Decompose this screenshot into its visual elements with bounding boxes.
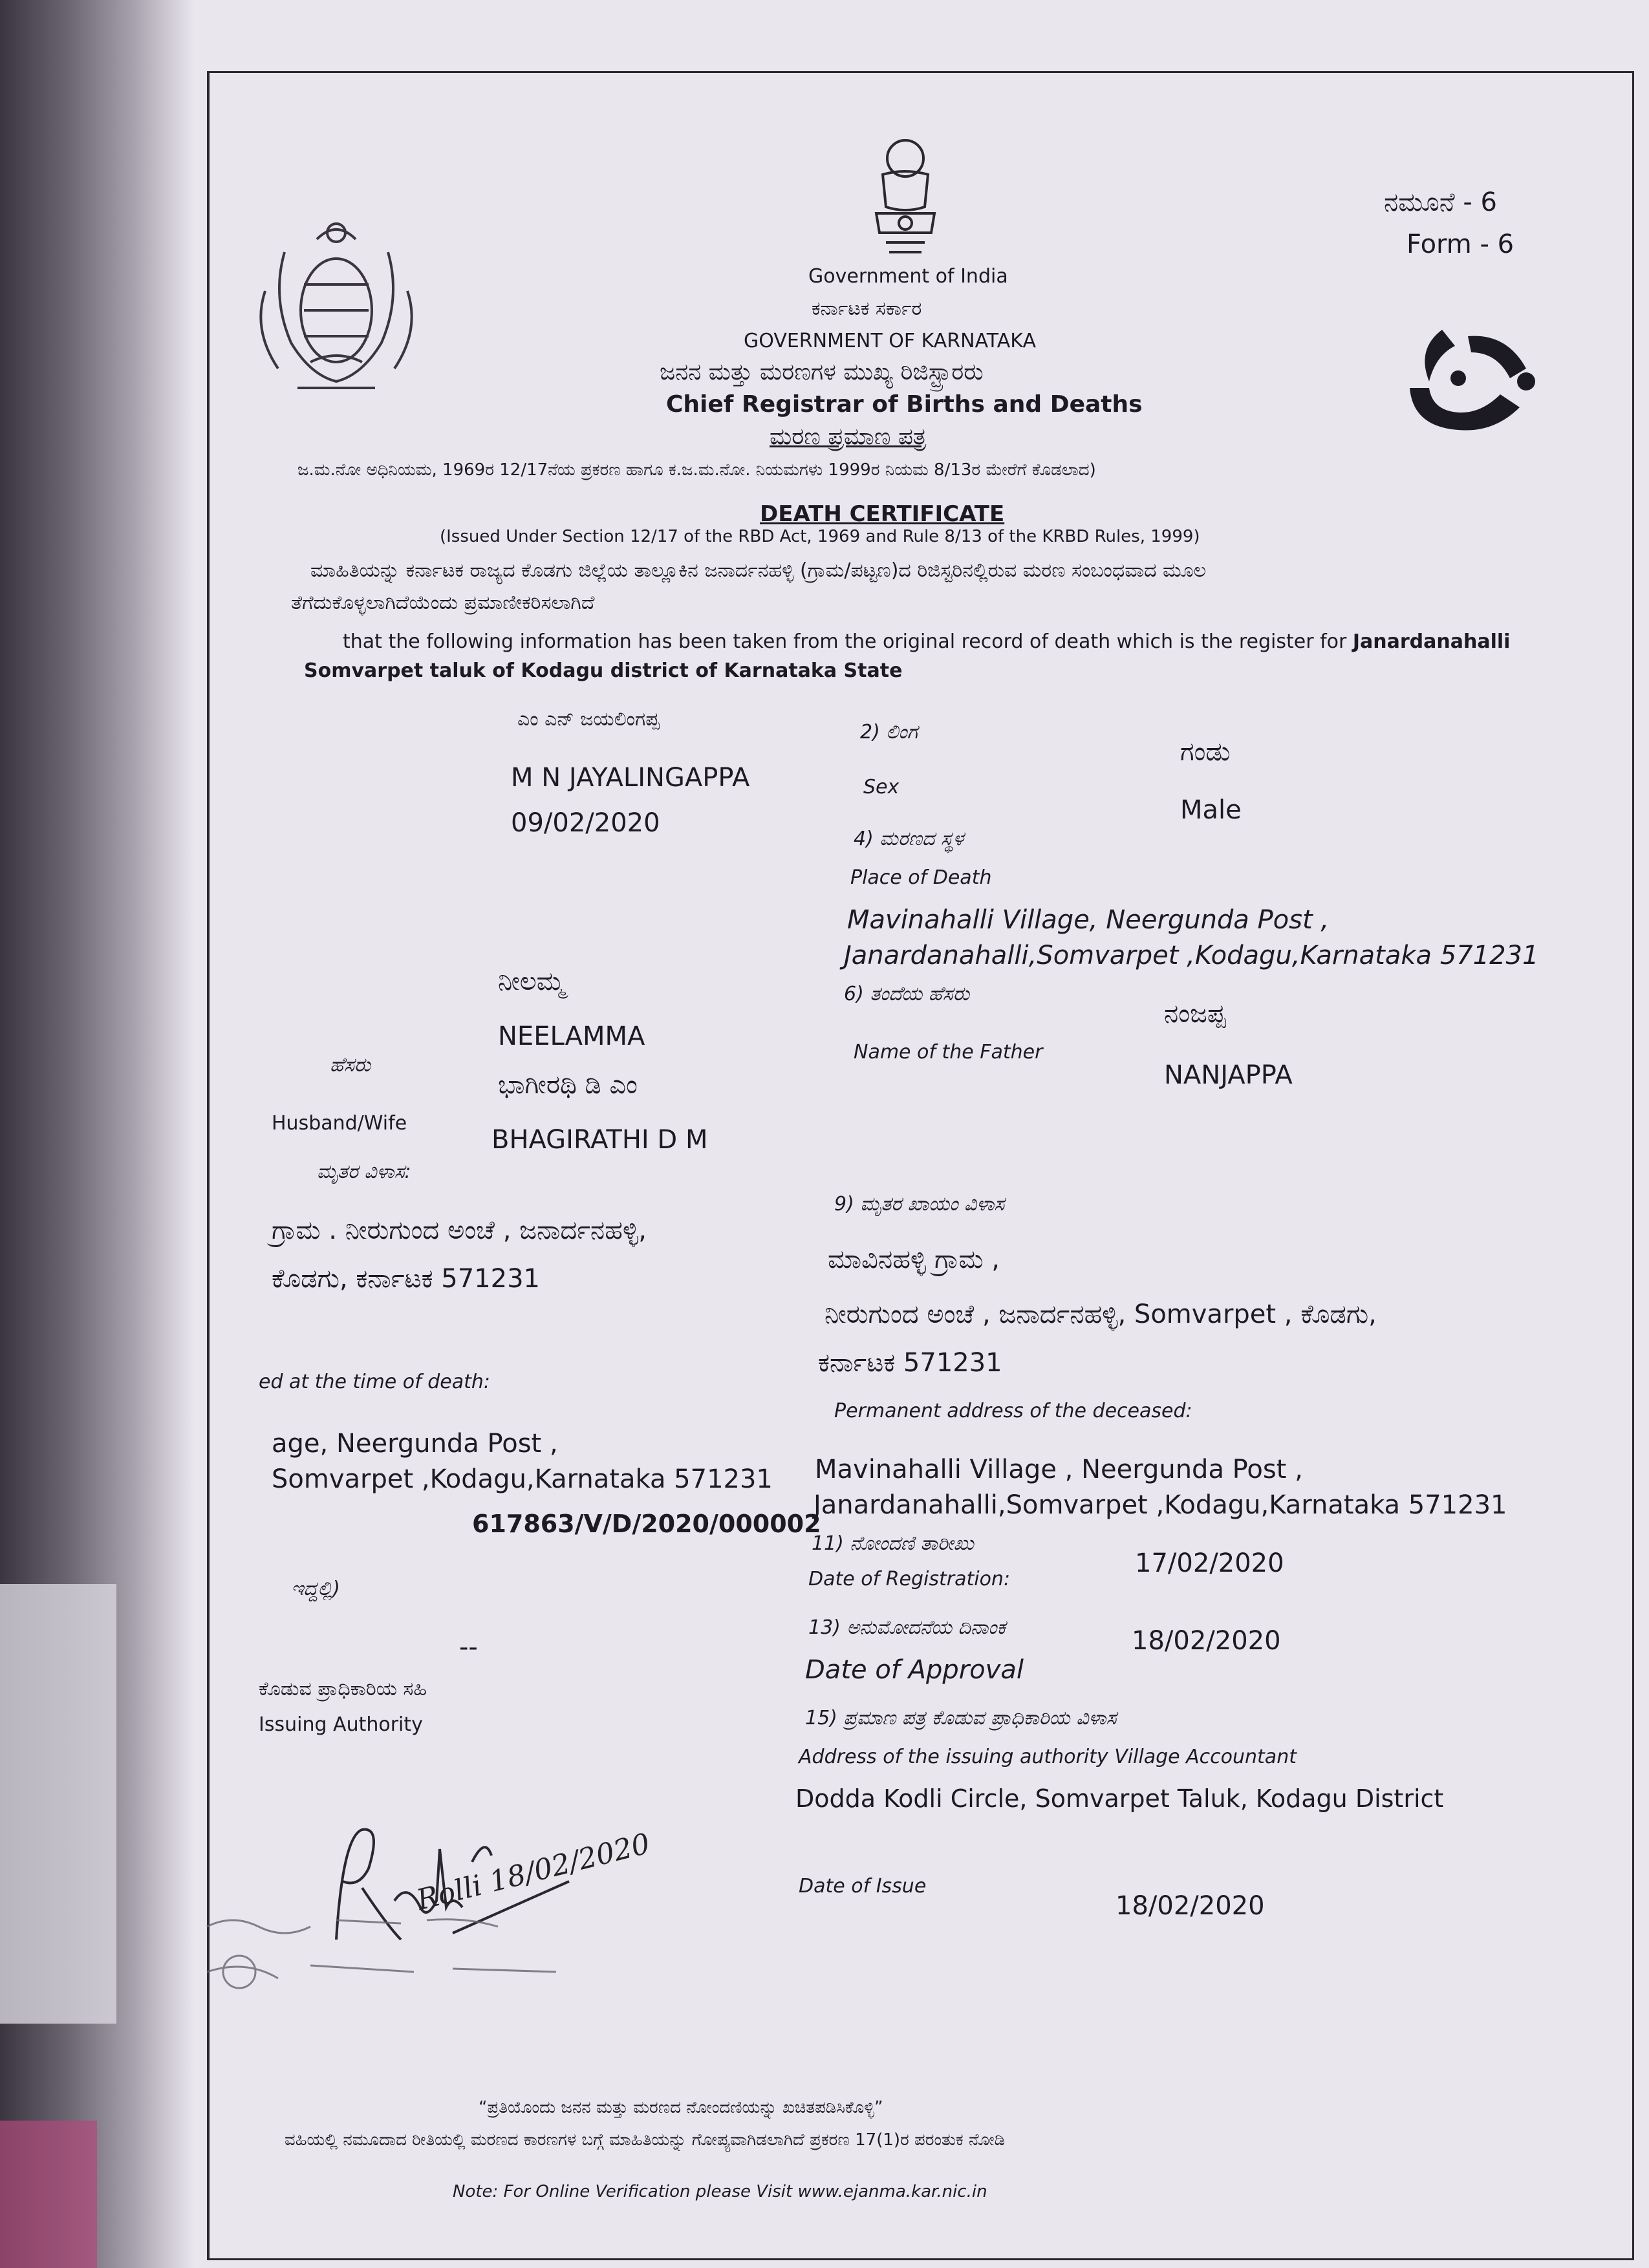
father-name-kn: ನಂಜಪ್ಪ — [1164, 999, 1226, 1029]
underlying-paper — [0, 1584, 116, 2024]
place-line2: Janardanahalli,Somvarpet ,Kodagu,Karnataka 571231 — [844, 941, 1539, 970]
office-seal-stamp — [194, 1901, 647, 1998]
sex-label-kn: 2) ಲಿಂಗ — [860, 721, 918, 744]
address-time-en-line1: age, Neergunda Post , — [272, 1429, 558, 1459]
permanent-kn-line3: ಕರ್ನಾಟಕ 571231 — [818, 1348, 1002, 1378]
pink-strip — [0, 2121, 97, 2268]
registration-date-label-kn: 11) ನೋಂದಣಿ ತಾರೀಖು — [812, 1532, 974, 1555]
permanent-en-line2: Janardanahalli,Somvarpet ,Kodagu,Karnataka 571231 — [814, 1490, 1507, 1520]
signature-label-kn: ಕೊಡುವ ಪ್ರಾಧಿಕಾರಿಯ ಸಹಿ — [259, 1678, 427, 1700]
ashoka-emblem-icon — [860, 129, 951, 259]
registration-date-label-en: Date of Registration: — [808, 1568, 1011, 1590]
address-time-kn-line2: ಕೊಡಗು, ಕರ್ನಾಟಕ 571231 — [272, 1264, 540, 1294]
remarks-value: -- — [459, 1632, 478, 1662]
address-time-label-en: ed at the time of death: — [259, 1371, 491, 1393]
remarks-label-kn: ಇದ್ದಲ್ಲಿ) — [291, 1578, 340, 1600]
signature-date-scrawl: Rolli 18/02/2020 — [413, 1827, 654, 1917]
footer-verification-note: Note: For Online Verification please Visit www.ejanma.kar.nic.in — [453, 2182, 987, 2201]
permanent-en-line1: Mavinahalli Village , Neergunda Post , — [815, 1455, 1303, 1484]
issuer-address: Dodda Kodli Circle, Somvarpet Taluk, Kodagu District — [795, 1784, 1444, 1813]
father-label-kn: 6) ತಂದೆಯ ಹೆಸರು — [844, 983, 970, 1005]
date-of-death: 09/02/2020 — [511, 808, 660, 838]
address-time-kn-line1: ಗ್ರಾಮ . ನೀರುಗುಂದ ಅಂಚೆ , ಜನಾರ್ದನಹಳ್ಳಿ, — [272, 1215, 647, 1245]
issue-date-label: Date of Issue — [799, 1875, 927, 1898]
registration-date: 17/02/2020 — [1135, 1548, 1284, 1578]
approval-date-label-kn: 13) ಅನುಮೋದನೆಯ ದಿನಾಂಕ — [808, 1616, 1006, 1639]
place-line1: Mavinahalli Village, Neergunda Post , — [847, 905, 1330, 935]
sex-label-en: Sex — [863, 776, 900, 798]
karnataka-emblem-icon — [246, 213, 427, 401]
mother-name-en: NEELAMMA — [498, 1022, 645, 1051]
father-label-en: Name of the Father — [854, 1041, 1043, 1064]
sex-en: Male — [1180, 795, 1242, 825]
footer-quote-kn: “ಪ್ರತಿಯೊಂದು ಜನನ ಮತ್ತು ಮರಣದ ನೋಂದಣಿಯನ್ನು ಖಚಿತಪಡಿಸಿಕೊಳ್ಳಿ” — [479, 2098, 883, 2117]
footer-note-kn: ವಹಿಯಲ್ಲಿ ನಮೂದಾದ ರೀತಿಯಲ್ಲಿ ಮರಣದ ಕಾರಣಗಳ ಬಗ್ಗೆ ಮಾಹಿತಿಯನ್ನು ಗೋಪ್ಯವಾಗಿಡಲಾಗಿದೆ ಪ್ರಕರಣ 17(1)ರ ಪರಂತುಕ ನೋಡಿ — [285, 2130, 1005, 2150]
intro-kn-line1: ಮಾಹಿತಿಯನ್ನು ಕರ್ನಾಟಕ ರಾಜ್ಯದ ಕೊಡಗು ಜಿಲ್ಲೆಯ ತಾಲ್ಲೂಕಿನ ಜನಾರ್ದನಹಳ್ಳಿ (ಗ್ರಾಮ/ಪಟ್ಟಣ)ದ ರಿಜಿಸ್ಟರಿನಲ್ಲಿರುವ ಮರಣ ಸಂಬಂಧವಾದ ಮೂಲ — [310, 559, 1207, 582]
place-label-kn: 4) ಮರಣದ ಸ್ಥಳ — [854, 828, 964, 850]
gov-india: Government of India — [808, 265, 1008, 288]
certificate-title-en: DEATH CERTIFICATE — [760, 501, 1005, 527]
permanent-label-en: Permanent address of the deceased: — [834, 1400, 1192, 1422]
approval-date: 18/02/2020 — [1132, 1626, 1281, 1656]
gov-karnataka-kn: ಕರ್ನಾಟಕ ಸರ್ಕಾರ — [812, 297, 922, 320]
issue-date: 18/02/2020 — [1116, 1891, 1265, 1921]
permanent-kn-line1: ಮಾವಿನಹಳ್ಳಿ ಗ್ರಾಮ , — [828, 1245, 1000, 1274]
deceased-name-en: M N JAYALINGAPPA — [511, 763, 750, 793]
place-label-en: Place of Death — [850, 866, 992, 889]
form-number-en: Form - 6 — [1406, 230, 1514, 259]
registrar-en: Chief Registrar of Births and Deaths — [666, 391, 1143, 418]
issued-under-kn: ಜ.ಮ.ನೋ ಅಧಿನಿಯಮ, 1969ರ 12/17ನೆಯ ಪ್ರಕರಣ ಹಾಗೂ ಕ.ಜ.ಮ.ನೋ. ನಿಯಮಗಳು 1999ರ ನಿಯಮ 8/13ರ ಮೇರೆಗೆ ಕೊಡಲಾದ) — [297, 460, 1096, 480]
form-number-kn: ನಮೂನೆ - 6 — [1384, 187, 1497, 217]
registration-logo-icon — [1397, 317, 1546, 440]
certificate-title-kn: ಮರಣ ಪ್ರಮಾಣ ಪತ್ರ — [770, 423, 927, 450]
address-time-label-kn: ಮೃತರ ವಿಳಾಸ: — [317, 1161, 411, 1183]
sex-kn: ಗಂಡು — [1180, 737, 1231, 767]
father-name-en: NANJAPPA — [1164, 1060, 1293, 1090]
issuer-label-en: Address of the issuing authority Village Accountant — [799, 1746, 1297, 1768]
spouse-label-kn: ಹೆಸರು — [330, 1054, 371, 1076]
approval-date-label-en: Date of Approval — [805, 1655, 1024, 1685]
gov-karnataka-en: GOVERNMENT OF KARNATAKA — [744, 330, 1036, 352]
permanent-label-kn: 9) ಮೃತರ ಖಾಯಂ ವಿಳಾಸ — [834, 1193, 1005, 1215]
issuer-label-kn: 15) ಪ್ರಮಾಣ ಪತ್ರ ಕೊಡುವ ಪ್ರಾಧಿಕಾರಿಯ ವಿಳಾಸ — [805, 1707, 1117, 1729]
registration-number: 617863/V/D/2020/000002 — [472, 1510, 821, 1538]
intro-en-line1: that the following information has been taken from the original record of death which is the register for Janardanahalli — [343, 630, 1511, 653]
deceased-name-kn: ಎಂ ಎನ್ ಜಯಲಿಂಗಪ್ಪ — [517, 708, 660, 731]
registrar-kn: ಜನನ ಮತ್ತು ಮರಣಗಳ ಮುಖ್ಯ ರಿಜಿಸ್ಟ್ರಾರರು — [660, 359, 984, 385]
spouse-name-kn: ಭಾಗೀರಥಿ ಡಿ ಎಂ — [498, 1070, 638, 1100]
spouse-name-en: BHAGIRATHI D M — [491, 1125, 708, 1155]
intro-en-line2: Somvarpet taluk of Kodagu district of Karnataka State — [304, 659, 903, 682]
intro-kn-line2: ತೆಗೆದುಕೊಳ್ಳಲಾಗಿದೆಯೆಂದು ಪ್ರಮಾಣೀಕರಿಸಲಾಗಿದೆ — [291, 592, 595, 614]
address-time-en-line2: Somvarpet ,Kodagu,Karnataka 571231 — [272, 1464, 773, 1494]
mother-name-kn: ನೀಲಮ್ಮ — [498, 967, 565, 996]
issued-under-en: (Issued Under Section 12/17 of the RBD Act, 1969 and Rule 8/13 of the KRBD Rules, 1999) — [440, 527, 1200, 546]
permanent-kn-line2: ನೀರುಗುಂದ ಅಂಚೆ , ಜನಾರ್ದನಹಳ್ಳಿ, Somvarpet , ಕೊಡಗು, — [824, 1300, 1377, 1329]
spouse-label-en: Husband/Wife — [272, 1112, 407, 1135]
signature-label-en: Issuing Authority — [259, 1713, 423, 1736]
